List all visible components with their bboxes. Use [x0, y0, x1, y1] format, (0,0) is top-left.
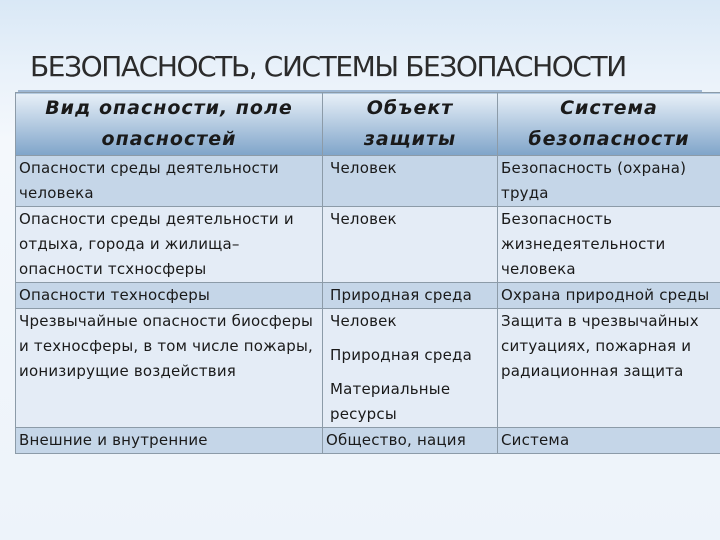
- table-header-row: [16, 93, 720, 156]
- object-cell: [323, 283, 498, 309]
- object-item: Материальные ресурсы: [330, 380, 451, 423]
- table-row: [16, 283, 720, 309]
- object-item: Общество, нация: [326, 431, 466, 449]
- object-item: Человек: [330, 312, 397, 330]
- object-cell: [323, 428, 498, 454]
- object-item: Природная среда: [330, 346, 472, 364]
- object-item: Природная среда: [330, 286, 472, 304]
- object-cell: [323, 207, 498, 283]
- hazard-cell: Чрезвычайные опасности биосферы и техносферы, в том числе пожары, ионизирущие воздействия: [16, 309, 323, 428]
- table-row: [16, 156, 720, 207]
- object-item: Человек: [330, 210, 397, 228]
- hazard-cell: Опасности техносферы: [16, 283, 323, 309]
- header-hazard-type: Вид опасности, поле опасностей: [16, 93, 323, 156]
- safety-systems-table-container: [15, 92, 720, 540]
- table-row: [16, 309, 720, 428]
- table-row: [16, 428, 720, 454]
- system-cell: Безопасность (охрана) труда: [498, 156, 720, 207]
- hazard-cell: Внешние и внутренние: [16, 428, 323, 454]
- safety-systems-table: [15, 92, 720, 454]
- system-cell: Безопасность жизнедеятельности человека: [498, 207, 720, 283]
- hazard-cell: Опасности среды деятельности и отдыха, города и жилища–опасности тсхносферы: [16, 207, 323, 283]
- object-item: Человек: [330, 159, 397, 177]
- table-row: [16, 207, 720, 283]
- object-cell: [323, 309, 498, 428]
- system-cell: Система: [498, 428, 720, 454]
- system-cell: Защита в чрезвычайных ситуациях, пожарная и радиационная защита: [498, 309, 720, 428]
- header-safety-system: Система безопасности: [498, 93, 720, 156]
- slide-title: БЕЗОПАСНОСТЬ, СИСТЕМЫ БЕЗОПАСНОСТИ: [30, 50, 626, 83]
- hazard-cell: Опасности среды деятельности человека: [16, 156, 323, 207]
- system-cell: Охрана природной среды: [498, 283, 720, 309]
- header-protection-object: Объект защиты: [323, 93, 498, 156]
- object-cell: [323, 156, 498, 207]
